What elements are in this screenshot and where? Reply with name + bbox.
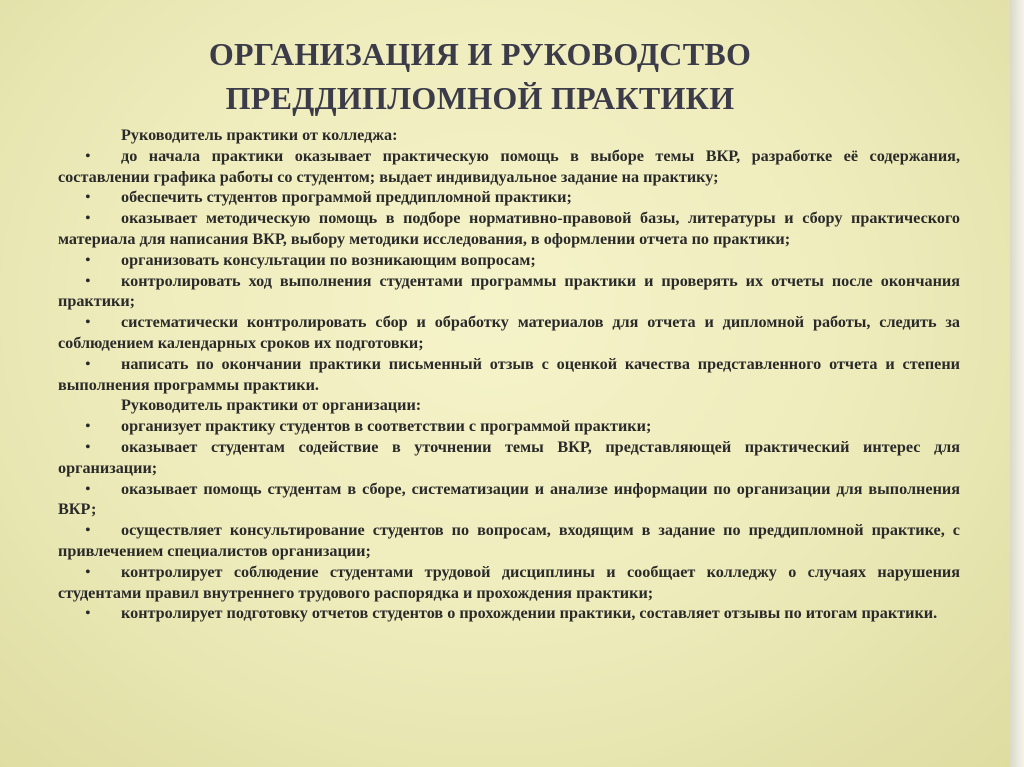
list-item-text: написать по окончании практики письменный отзыв с оценкой качества представленного отчета и степени выполнения программы практики. bbox=[58, 354, 960, 394]
bullet-icon: • bbox=[85, 479, 91, 498]
bullet-icon: • bbox=[85, 188, 91, 207]
list-item bbox=[58, 562, 960, 604]
bullet-icon: • bbox=[85, 313, 91, 332]
list-item bbox=[58, 250, 960, 271]
bullet-icon: • bbox=[85, 604, 91, 623]
list-item-text: оказывает студентам содействие в уточнении темы ВКР, представляющей практический интерес для организации; bbox=[58, 437, 960, 477]
slide-title-line-2: ПРЕДДИПЛОМНОЙ ПРАКТИКИ bbox=[225, 80, 735, 116]
list-item bbox=[58, 208, 960, 250]
list-item bbox=[58, 416, 960, 437]
slide-edge-strip bbox=[1010, 0, 1024, 767]
list-item bbox=[58, 437, 960, 479]
bullet-icon: • bbox=[85, 271, 91, 290]
bullet-icon: • bbox=[85, 562, 91, 581]
list-item bbox=[58, 354, 960, 396]
section-heading-organization: Руководитель практики от организации: bbox=[121, 396, 422, 415]
bullet-icon: • bbox=[85, 209, 91, 228]
list-item bbox=[58, 479, 960, 521]
list-item bbox=[58, 146, 960, 188]
list-item-text: контролирует соблюдение студентами трудовой дисциплины и сообщает колледжу о случаях нарушения студентами правил внутреннего трудового распорядка и прохождения практики; bbox=[58, 562, 960, 602]
slide-body bbox=[58, 125, 960, 624]
bullet-icon: • bbox=[85, 354, 91, 373]
list-item bbox=[58, 520, 960, 562]
bullet-icon: • bbox=[85, 417, 91, 436]
list-item bbox=[58, 603, 960, 624]
list-item-text: обеспечить студентов программой преддипломной практики; bbox=[121, 188, 572, 207]
list-item bbox=[58, 187, 960, 208]
list-item-text: оказывает помощь студентам в сборе, систематизации и анализе информации по организации для выполнения ВКР; bbox=[58, 479, 960, 519]
list-item-text: до начала практики оказывает практическую помощь в выборе темы ВКР, разработке её содержания, составлении графика работы со студентом; выдает индивидуальное задание на практику; bbox=[58, 146, 960, 186]
bullet-icon: • bbox=[85, 437, 91, 456]
slide-title-line-1: ОРГАНИЗАЦИЯ И РУКОВОДСТВО bbox=[208, 36, 752, 72]
list-item-text: контролирует подготовку отчетов студентов о прохождении практики, составляет отзывы по итогам практики. bbox=[121, 604, 938, 623]
bullet-icon: • bbox=[85, 521, 91, 540]
list-item-text: систематически контролировать сбор и обработку материалов для отчета и дипломной работы, следить за соблюдением календарных сроков их подготовки; bbox=[58, 313, 960, 352]
list-item-text: осуществляет консультирование студентов по вопросам, входящим в задание по преддипломной практике, с привлечением специалистов организации; bbox=[58, 521, 960, 560]
list-item-text: организует практику студентов в соответствии с программой практики; bbox=[121, 417, 652, 436]
list-item-text: контролировать ход выполнения студентами программы практики и проверять их отчеты после окончания практики; bbox=[58, 271, 960, 311]
section-heading-college: Руководитель практики от колледжа: bbox=[121, 126, 398, 144]
bullet-icon: • bbox=[85, 250, 91, 269]
bullet-icon: • bbox=[85, 146, 91, 165]
list-item bbox=[58, 312, 960, 354]
list-item-text: организовать консультации по возникающим вопросам; bbox=[121, 250, 536, 269]
slide-title bbox=[120, 32, 840, 120]
list-item bbox=[58, 271, 960, 313]
list-item-text: оказывает методическую помощь в подборе нормативно-правовой базы, литературы и сбору практического материала для написания ВКР, выбору методики исследования, в оформлении отчета по практики; bbox=[58, 209, 960, 248]
